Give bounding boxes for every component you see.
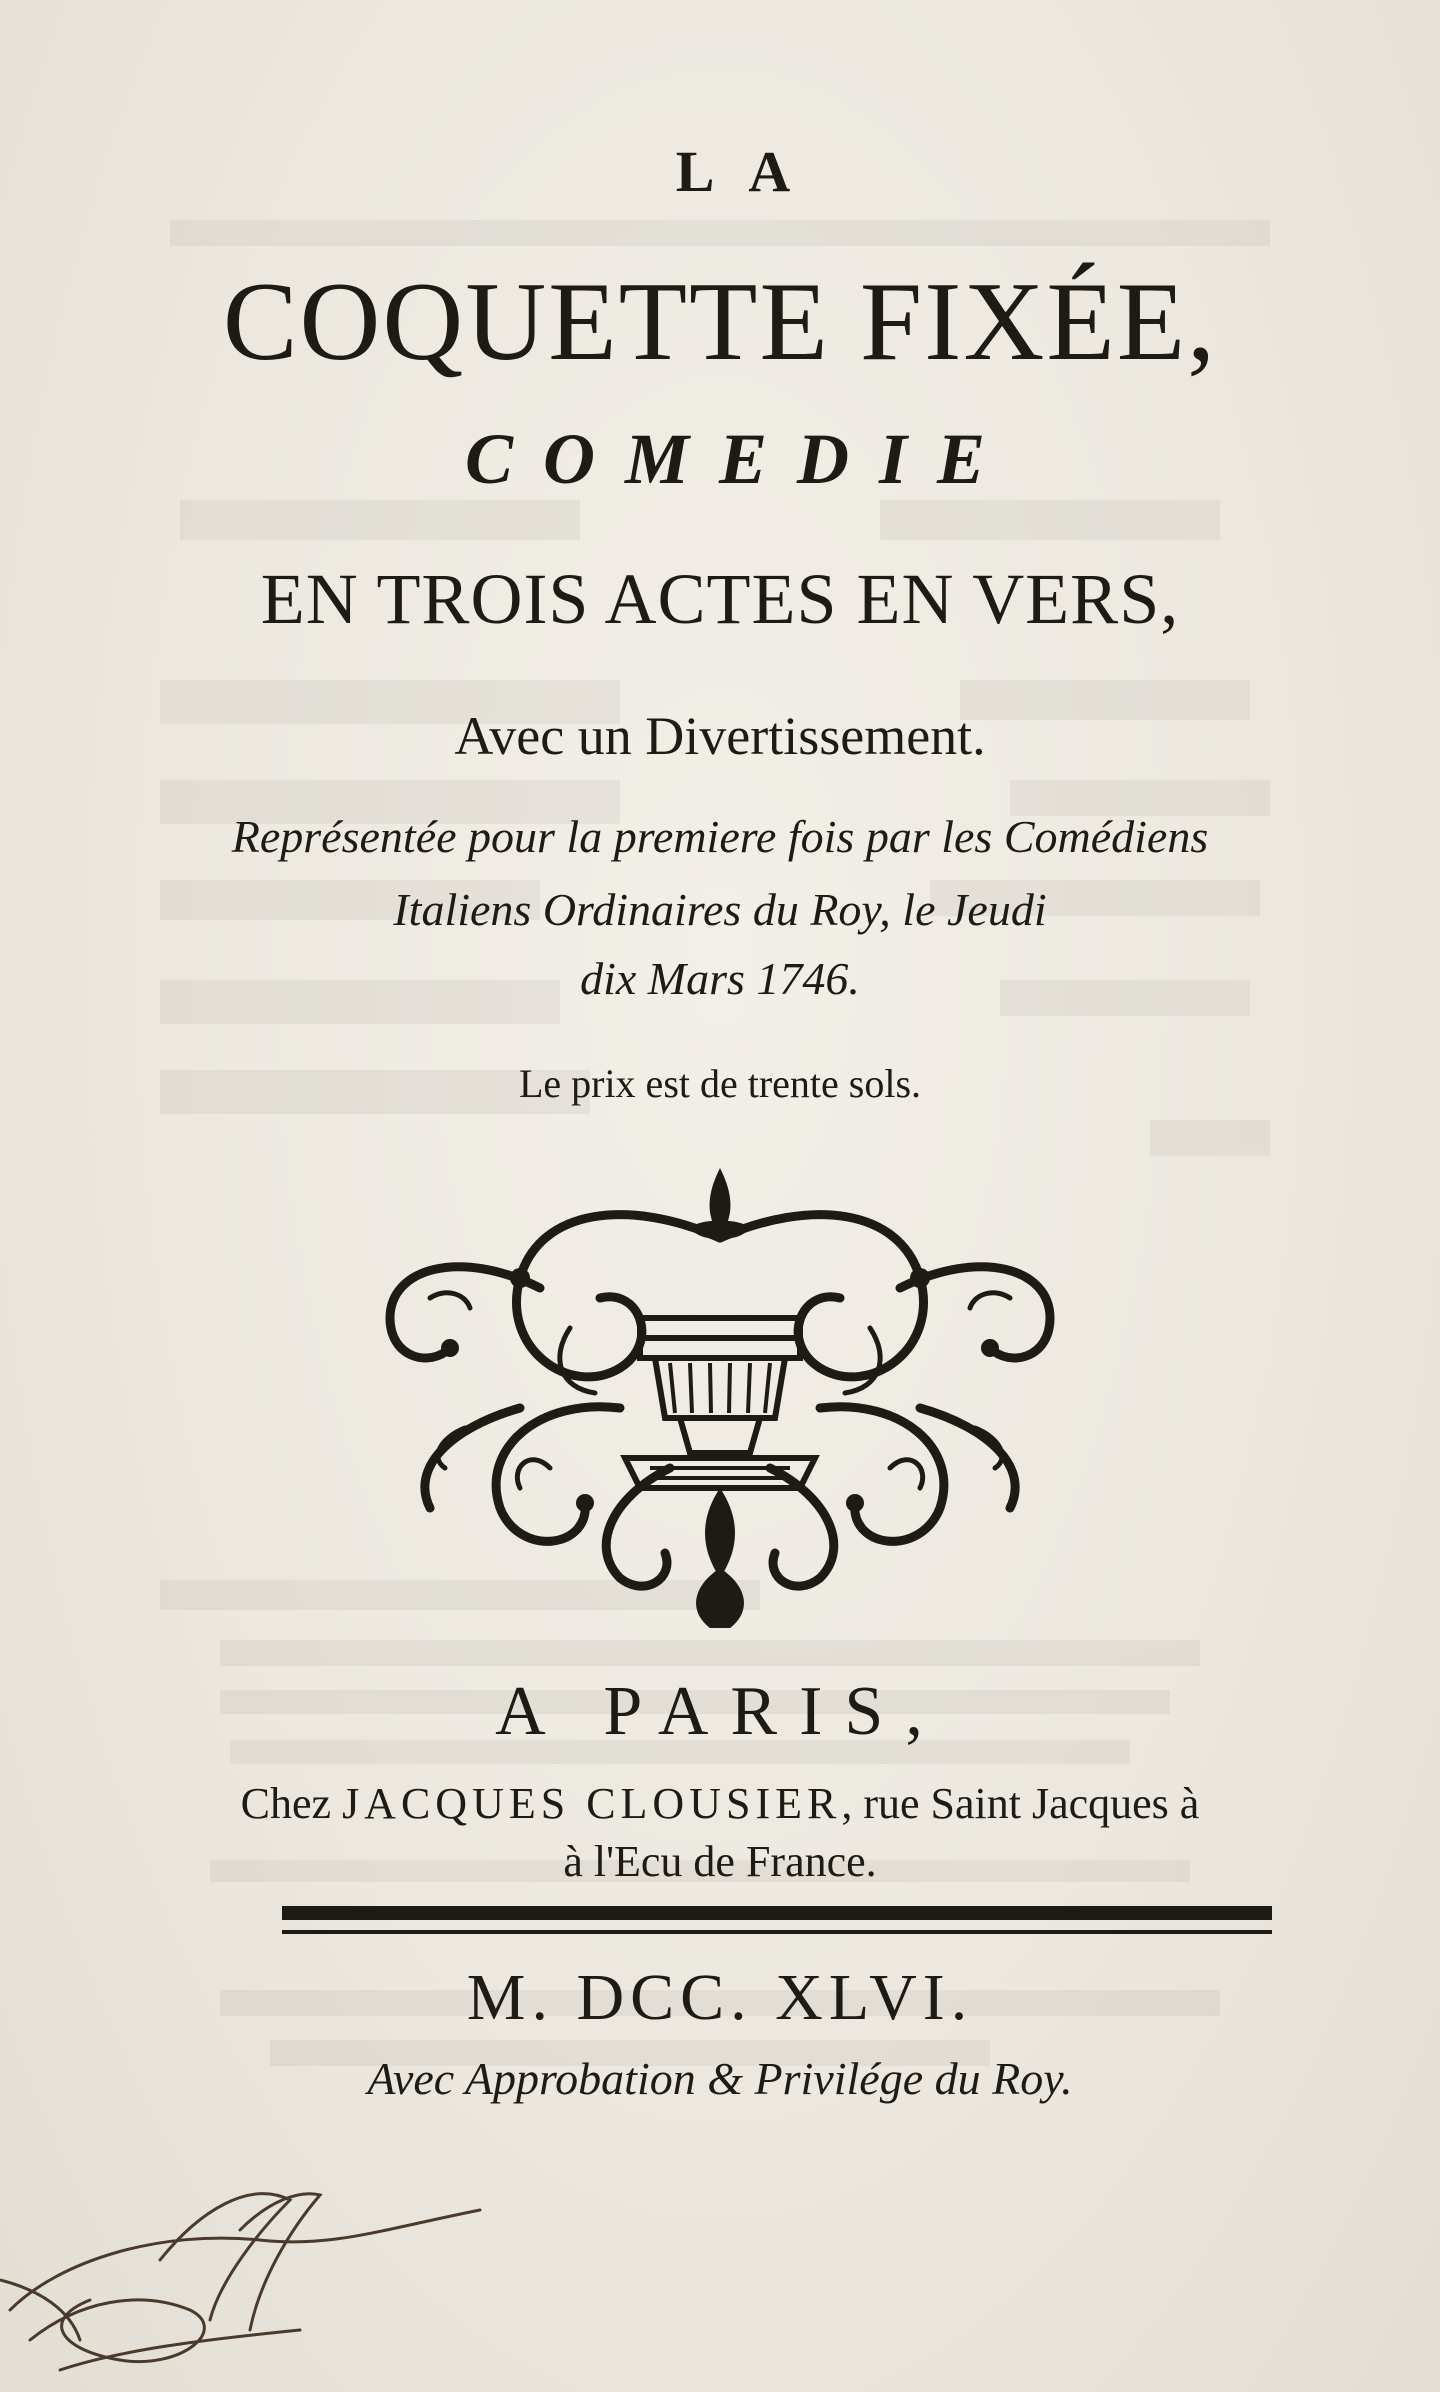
publisher-name: JACQUES CLOUSIER <box>342 1779 842 1828</box>
performance-line-1: Représentée pour la premiere fois par les Comédiens <box>231 811 1209 862</box>
performance-line-2: Italiens Ordinaires du Roy, le Jeudi <box>393 884 1047 935</box>
publication-year: M. DCC. XLVI. <box>466 1961 974 2034</box>
fleuron-vase-icon <box>370 1168 1070 1638</box>
divertissement-line: Avec un Divertissement. <box>454 706 986 766</box>
publisher-address: à l'Ecu de France. <box>563 1837 877 1886</box>
publisher-prefix: Chez <box>240 1779 332 1828</box>
title-prefix: LA <box>675 139 825 204</box>
genre-label: COMEDIE <box>464 419 1016 499</box>
performance-line-3: dix Mars 1746. <box>580 953 860 1004</box>
publisher-suffix: , rue Saint Jacques à <box>841 1779 1200 1828</box>
publisher-line <box>0 1778 1440 1829</box>
acts-subtitle: EN TROIS ACTES EN VERS, <box>260 559 1180 639</box>
price-line: Le prix est de trente sols. <box>518 1061 922 1106</box>
handwritten-signature-icon <box>0 2170 520 2392</box>
double-rule <box>282 1902 1272 1942</box>
imprint-city: A PARIS, <box>495 1673 945 1750</box>
privilege-line: Avec Approbation & Privilége du Roy. <box>367 2053 1073 2104</box>
main-title: COQUETTE FIXÉE, <box>222 260 1218 384</box>
